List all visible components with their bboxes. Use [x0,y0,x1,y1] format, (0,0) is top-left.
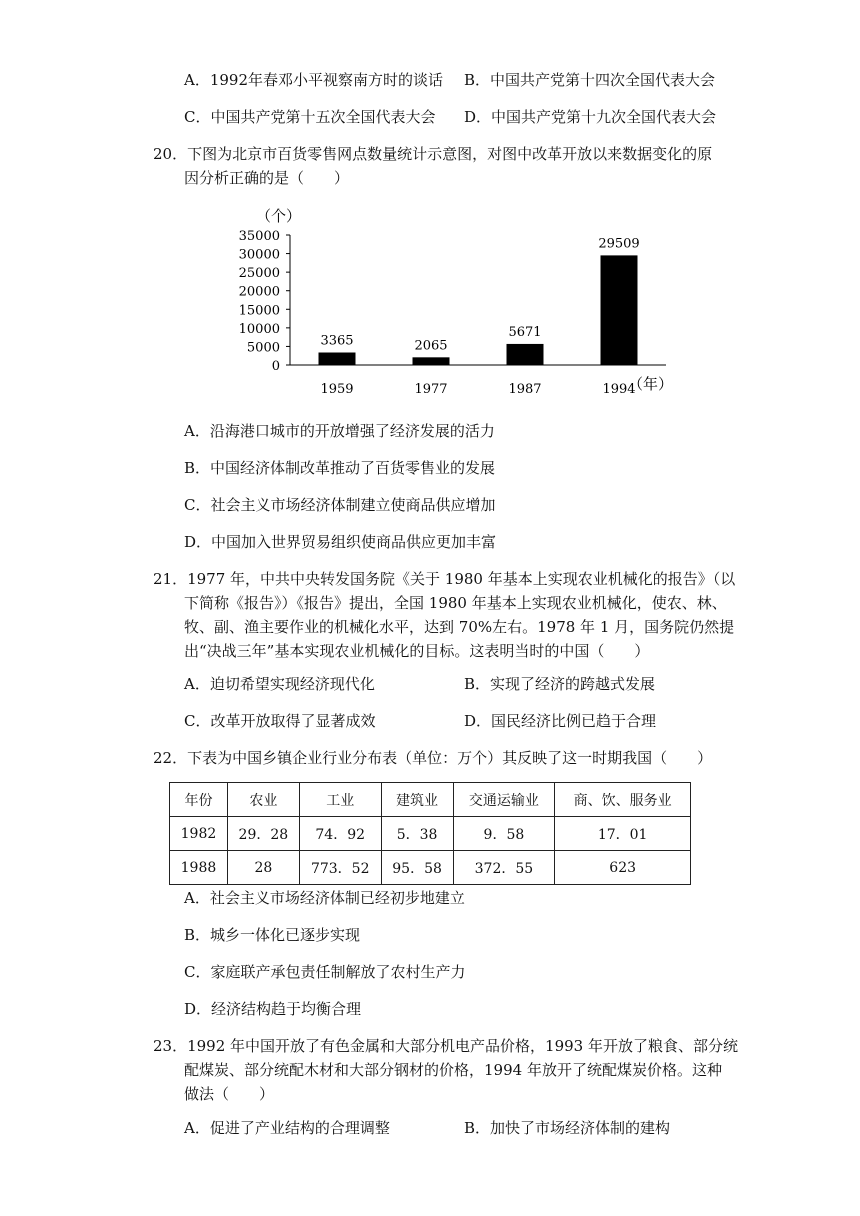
x-tick-label: 1959 [320,382,354,397]
q21-stem-line3: 牧、副、渔主要作业的机械化水平，达到 70%左右。1978 年 1 月，国务院仍然提 [184,618,735,636]
q21-option-b[interactable]: B．实现了经济的跨越式发展 [464,675,656,693]
bar-data-label: 2065 [414,338,448,354]
bar-data-label: 5671 [508,324,542,340]
q19-option-a[interactable]: A．1992年春邓小平视察南方时的谈话 [184,71,444,89]
q20-option-b[interactable]: B．中国经济体制改革推动了百货零售业的发展 [184,459,496,477]
chart-root [239,207,673,397]
q21-stem-line4: 出“决战三年”基本实现农业机械化的目标。这表明当时的中国（ ） [184,642,650,660]
bar-chart [226,205,676,405]
y-tick-label: 20000 [238,284,280,300]
q20-stem-line1: 20．下图为北京市百货零售网点数量统计示意图，对图中改革开放以来数据变化的原 [153,145,713,163]
table-header-cell: 建筑业 [381,783,453,817]
q23-option-b[interactable]: B．加快了市场经济体制的建构 [464,1119,671,1137]
q21-option-d[interactable]: D．国民经济比例已趋于合理 [464,712,657,730]
table-cell: 95．58 [381,851,453,885]
y-tick-label: 25000 [238,266,280,282]
table-cell: 1988 [170,851,228,885]
y-axis-label: （个） [256,207,302,225]
table-cell: 29．28 [227,817,299,851]
q22-option-b[interactable]: B．城乡一体化已逐步实现 [184,926,361,944]
table-row [170,851,691,885]
q20-option-c[interactable]: C．社会主义市场经济体制建立使商品供应增加 [184,496,496,514]
q23-option-a[interactable]: A．促进了产业结构的合理调整 [184,1119,390,1137]
y-tick-label: 15000 [238,303,280,319]
table-header-cell: 工业 [299,783,381,817]
x-tick-label: 1987 [508,382,542,397]
y-tick-label: 0 [271,359,280,374]
table-row [170,817,691,851]
q21-stem-line1: 21．1977 年，中共中央转发国务院《关于 1980 年基本上实现农业机械化的报告》（以 [153,570,736,588]
q19-option-d[interactable]: D．中国共产党第十九次全国代表大会 [464,108,717,126]
q20-option-a[interactable]: A．沿海港口城市的开放增强了经济发展的活力 [184,422,495,440]
table-cell: 17．01 [555,817,691,851]
bar [413,357,450,365]
q23-stem-line1: 23．1992 年中国开放了有色金属和大部分机电产品价格，1993 年开放了粮食、部分统 [153,1037,738,1055]
q21-option-a[interactable]: A．迫切希望实现经济现代化 [184,675,375,693]
q19-option-b[interactable]: B．中国共产党第十四次全国代表大会 [464,71,716,89]
bar [601,255,638,365]
x-tick-label: 1994 [602,382,636,397]
table-header-cell: 商、饮、服务业 [555,783,691,817]
x-tick-label: 1977 [414,382,448,397]
x-axis-label: （年） [628,375,674,393]
table-header-cell: 交通运输业 [453,783,555,817]
table-cell: 773．52 [299,851,381,885]
q23-stem-line2: 配煤炭、部分统配木材和大部分钢材的价格，1994 年放开了统配煤炭价格。这种 [184,1061,722,1079]
table-cell: 372．55 [453,851,555,885]
township-enterprise-table [169,782,691,885]
q21-stem-line2: 下简称《报告》）《报告》提出，全国 1980 年基本上实现农业机械化，使农、林、 [184,594,727,612]
table-cell: 1982 [170,817,228,851]
q21-option-c[interactable]: C．改革开放取得了显著成效 [184,712,376,730]
table-cell: 5．38 [381,817,453,851]
y-tick-label: 35000 [238,229,280,244]
bar [507,344,544,365]
table-header-cell: 年份 [170,783,228,817]
q22-option-d[interactable]: D．经济结构趋于均衡合理 [184,1000,362,1018]
q22-option-c[interactable]: C．家庭联产承包责任制解放了农村生产力 [184,963,466,981]
bar-data-label: 29509 [598,236,640,252]
table-cell: 28 [227,851,299,885]
table-cell: 9．58 [453,817,555,851]
bar-data-label: 3365 [320,333,354,349]
y-tick-label: 10000 [238,321,280,337]
q22-stem-line1: 22．下表为中国乡镇企业行业分布表（单位：万个）其反映了这一时期我国（ ） [153,749,713,767]
table-header-cell: 农业 [227,783,299,817]
q20-stem-line2: 因分析正确的是（ ） [184,169,350,187]
q20-option-d[interactable]: D．中国加入世界贸易组织使商品供应更加丰富 [184,533,497,551]
table-cell: 74．92 [299,817,381,851]
q23-stem-line3: 做法（ ） [184,1085,275,1103]
bar [319,353,356,365]
q22-option-a[interactable]: A．社会主义市场经济体制已经初步地建立 [184,889,465,907]
q19-option-c[interactable]: C．中国共产党第十五次全国代表大会 [184,108,436,126]
table-cell: 623 [555,851,691,885]
y-tick-label: 30000 [238,247,280,263]
y-tick-label: 5000 [246,340,280,356]
table-header-row [170,783,691,817]
